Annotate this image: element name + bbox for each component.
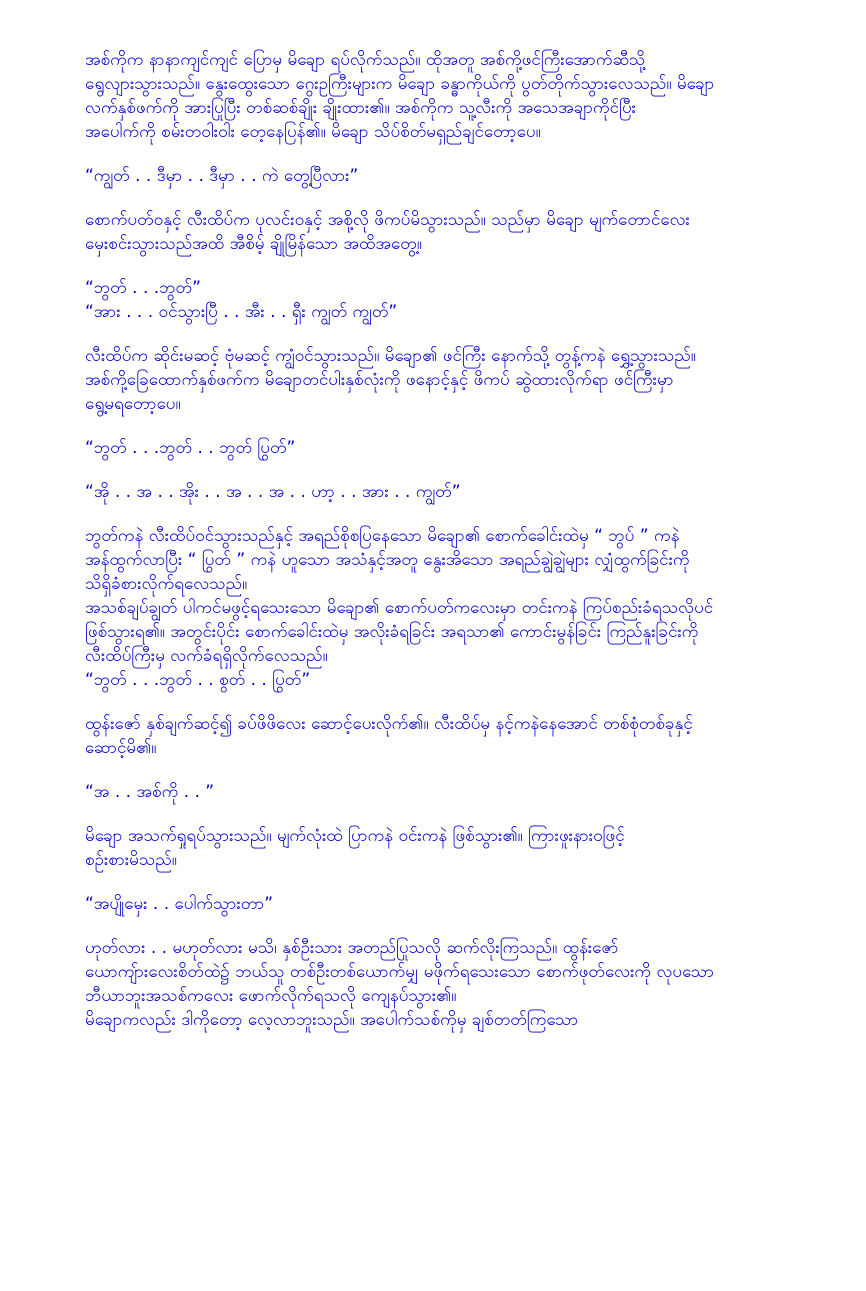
dialogue-3 bbox=[85, 436, 845, 460]
text-line: ရွေလျားသွားသည်။ နွေးထွေးသော ဂွေးဥကြီးများက မိချော ခန္ဓာကိုယ်ကို ပွတ်တိုက်သွားလေသည်။ မိချော bbox=[85, 74, 715, 94]
text-line: ဟုတ်လား . . မဟုတ်လား မသိ၊ နှစ်ဦးသား အတည်ပြုသလို ဆက်လိုးကြသည်။ ထွန်းဇော် bbox=[85, 938, 619, 958]
paragraph-6 bbox=[85, 824, 845, 872]
text-line: ယောကျ်ားလေးစိတ်ထဲ၌ ဘယ်သူ တစ်ဦးတစ်ယောက်မျှ မဖိုက်ရသေးသော စောက်ဖုတ်လေးကို လုပသော bbox=[85, 962, 715, 982]
text-line: ထွန်းဇော် နှစ်ချက်ဆင့်၍ ခပ်ဖိဖိလေး ဆောင့်ပေးလိုက်၏။ လီးထိပ်မှ နင့်ကနဲနေအောင် တစ်စုံတစ်ခုနှင့် bbox=[85, 714, 693, 734]
text-line: စောက်ပတ်ဝနှင့် လီးထိပ်က ပုလင်းဝနှင့် အစို့လို ဖိကပ်မိသွားသည်။ သည်မှာ မိချော မျက်တောင်လေး bbox=[85, 210, 690, 230]
text-line: လီးထိပ်က ဆိုင်းမဆင့် ဗုံမဆင့် ကျွံဝင်သွားသည်။ မိချော၏ ဖင်ကြီး နောက်သို့ တွန့်ကနဲ ရွှေ့သွားသည်။ bbox=[85, 346, 696, 366]
paragraph-5 bbox=[85, 712, 845, 760]
text-line: “ကျွတ် . . ဒီမှာ . . ဒီမှာ . . ကဲ တွေ့ပြီလား” bbox=[85, 166, 359, 186]
text-line: မှေးစင်းသွားသည်အထိ အီစိမ့် ချိုမြိန်သော အထိအတွေ့။ bbox=[85, 234, 422, 254]
text-line: ရွေ့မရတော့ပေ။ bbox=[85, 394, 181, 414]
text-line: အစ်ကို့ခြေထောက်နှစ်ဖက်က မိချောတင်ပါးနှစ်လုံးကို ဖနောင့်နှင့် ဖိကပ် ဆွဲထားလိုက်ရာ ဖင်ကြီးမှာ bbox=[85, 370, 674, 390]
text-line: မိချော အသက်ရှုရပ်သွားသည်။ မျက်လုံးထဲ ပြာကနဲ ဝင်းကနဲ ဖြစ်သွား၏။ ကြားဖူးနားဝဖြင့် bbox=[85, 826, 625, 846]
paragraph-3 bbox=[85, 344, 845, 416]
text-line: မိချောကလည်း ဒါကိုတော့ လေ့လာဘူးသည်။ အပေါက်သစ်ကိုမှ ချစ်တတ်ကြသော bbox=[85, 1010, 579, 1030]
text-line: သိရှိခံစားလိုက်ရလေသည်။ bbox=[85, 574, 248, 594]
paragraph-7 bbox=[85, 936, 845, 1032]
paragraph-4 bbox=[85, 524, 845, 692]
text-line: “အပျိုမှေး . . ပေါက်သွားတာ” bbox=[85, 894, 274, 914]
text-line: “ဘွတ် . . .ဘွတ် . . ဘွတ် ပြွတ်” bbox=[85, 438, 296, 458]
text-line: “ဘွတ် . . .ဘွတ် . . စွတ် . . ပြွတ်” bbox=[85, 670, 311, 690]
text-line: လီးထိပ်ကြီးမှ လက်ခံရရှိလိုက်လေသည်။ bbox=[85, 646, 328, 666]
dialogue-6 bbox=[85, 892, 845, 916]
dialogue-5 bbox=[85, 780, 845, 804]
text-line: “ဘွတ် . . .ဘွတ်” bbox=[85, 278, 201, 298]
text-line: ဖြစ်သွားရ၏။ အတွင်းပိုင်း စောက်ခေါင်းထဲမှ အလိုးခံရခြင်း အရသာ၏ ကောင်းမွန်ခြင်း ကြည်နူးခြင်းကို bbox=[85, 622, 699, 642]
text-line: စဉ်းစားမိသည်။ bbox=[85, 850, 177, 870]
text-line: ဘီယာဘူးအသစ်ကလေး ဖောက်လိုက်ရသလို ကျေနပ်သွား၏။ bbox=[85, 986, 457, 1006]
dialogue-2 bbox=[85, 276, 845, 324]
text-line: “အို . . အ . . အိုး . . အ . . အ . . ဟာ့ . . အား . . ကျွတ်” bbox=[85, 482, 461, 502]
paragraph-1 bbox=[85, 48, 845, 144]
text-line: အန်ထွက်လာပြီး “ ပြွတ် ” ကနဲ ဟူသော အသံနှင့်အတူ နွေးအိသော အရည်ချွဲချွဲများ လျှံထွက်ခြင်းကို bbox=[85, 550, 690, 570]
text-line: “အ . . အစ်ကို . . ” bbox=[85, 782, 215, 802]
text-line: လက်နှစ်ဖက်ကို အားပြုပြီး တစ်ဆစ်ချိုး ချိုးထား၏။ အစ်ကိုက သူ့လီးကို အသေအချာကိုင်ပြီး bbox=[85, 98, 636, 118]
text-line: “အား . . . ဝင်သွားပြီ . . အီး . . ရှီး ကျွတ် ကျွတ်” bbox=[85, 302, 398, 322]
dialogue-4 bbox=[85, 480, 845, 504]
dialogue-1 bbox=[85, 164, 845, 188]
text-line: ဆောင့်မိ၏။ bbox=[85, 738, 157, 758]
text-line: အပေါက်ကို စမ်းတဝါးဝါး တေ့နေပြန်၏။ မိချော သိပ်စိတ်မရှည်ချင်တော့ပေ။ bbox=[85, 122, 541, 142]
text-line: ဘွတ်ကနဲ လီးထိပ်ဝင်သွားသည်နှင့် အရည်စိုစပြနေသော မိချော၏ စောက်ခေါင်းထဲမှ “ ဘွပ် ” ကနဲ bbox=[85, 526, 680, 546]
paragraph-2 bbox=[85, 208, 845, 256]
document-page bbox=[85, 48, 845, 1032]
text-line: အစ်ကိုက နာနာကျင်ကျင် ပြောမှ မိချော ရပ်လိုက်သည်။ ထိုအတူ အစ်ကို့ဖင်ကြီးအောက်ဆီသို့ bbox=[85, 50, 646, 70]
text-line: အသစ်ချပ်ချွတ် ပါကင်မဖွင့်ရသေးသော မိချော၏ စောက်ပတ်ကလေးမှာ တင်းကနဲ ကြပ်စည်းခံရသလိုပင် bbox=[85, 598, 714, 618]
